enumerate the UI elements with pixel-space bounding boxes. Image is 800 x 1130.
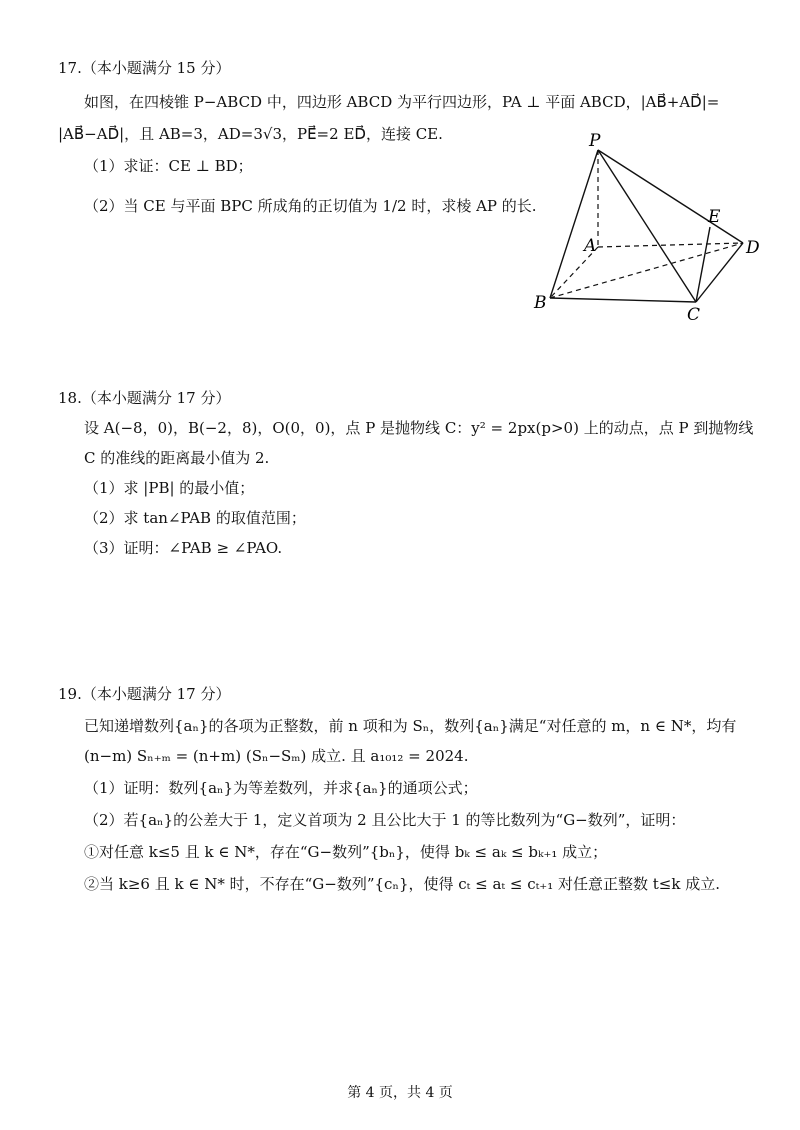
label-E: E <box>708 207 721 227</box>
q18-header: 18.（本小题满分 17 分） <box>58 389 231 407</box>
pyramid-figure <box>525 130 775 325</box>
q19-sub1: ①对任意 k≤5 且 k ∈ N*，存在“G−数列”{bₙ}，使得 bₖ ≤ aₖ ≤ bₖ₊₁ 成立； <box>84 843 608 861</box>
q18-stem-line2: C 的准线的距离最小值为 2. <box>84 449 270 467</box>
label-C: C <box>687 305 701 325</box>
q19-part2: （2）若{aₙ}的公差大于 1，定义首项为 2 且公比大于 1 的等比数列为“G−数列”，证明： <box>84 811 686 829</box>
q18-part3: （3）证明：∠PAB ≥ ∠PAO. <box>84 539 283 557</box>
label-A: A <box>584 236 597 256</box>
q18-part1: （1）求 |PB| 的最小值； <box>84 479 255 497</box>
q17-stem-line2: |AB⃗−AD⃗|，且 AB=3，AD=3√3，PE⃗=2 ED⃗，连接 CE. <box>58 125 443 143</box>
edge-PD <box>598 150 743 243</box>
edge-AD <box>598 243 743 247</box>
label-D: D <box>746 238 760 258</box>
edge-BC <box>550 298 696 302</box>
q19-stem-line2: (n−m) Sₙ₊ₘ = (n+m) (Sₙ−Sₘ) 成立. 且 a₁₀₁₂ = 2024. <box>84 747 469 765</box>
segment-BD <box>550 243 743 298</box>
q19-sub2: ②当 k≥6 且 k ∈ N* 时，不存在“G−数列”{cₙ}，使得 cₜ ≤ aₜ ≤ cₜ₊₁ 对任意正整数 t≤k 成立. <box>84 875 721 893</box>
q17-stem-line1: 如图，在四棱锥 P−ABCD 中，四边形 ABCD 为平行四边形，PA ⊥ 平面 ABCD，|AB⃗+AD⃗|= <box>84 93 720 111</box>
q19-header: 19.（本小题满分 17 分） <box>58 685 231 703</box>
pyramid-diagram <box>525 130 775 325</box>
q17-header: 17.（本小题满分 15 分） <box>58 59 231 77</box>
segment-CE <box>696 227 710 302</box>
label-P: P <box>589 131 601 151</box>
page-footer: 第 4 页，共 4 页 <box>347 1085 453 1101</box>
q17-part2: （2）当 CE 与平面 BPC 所成角的正切值为 1/2 时，求棱 AP 的长. <box>84 197 537 215</box>
q18-stem-line1: 设 A(−8，0)，B(−2，8)，O(0，0)，点 P 是抛物线 C：y² = 2px(p>0) 上的动点，点 P 到抛物线 <box>84 419 754 437</box>
label-B: B <box>534 293 547 313</box>
q19-part1: （1）证明：数列{aₙ}为等差数列，并求{aₙ}的通项公式； <box>84 779 478 797</box>
q17-part1: （1）求证：CE ⊥ BD； <box>84 157 253 175</box>
q19-stem-line1: 已知递增数列{aₙ}的各项为正整数，前 n 项和为 Sₙ，数列{aₙ}满足“对任意的 m，n ∈ N*，均有 <box>84 717 737 735</box>
q18-part2: （2）求 tan∠PAB 的取值范围； <box>84 509 306 527</box>
edge-PC <box>598 150 696 302</box>
edge-PB <box>550 150 598 298</box>
edge-CD <box>696 243 743 302</box>
